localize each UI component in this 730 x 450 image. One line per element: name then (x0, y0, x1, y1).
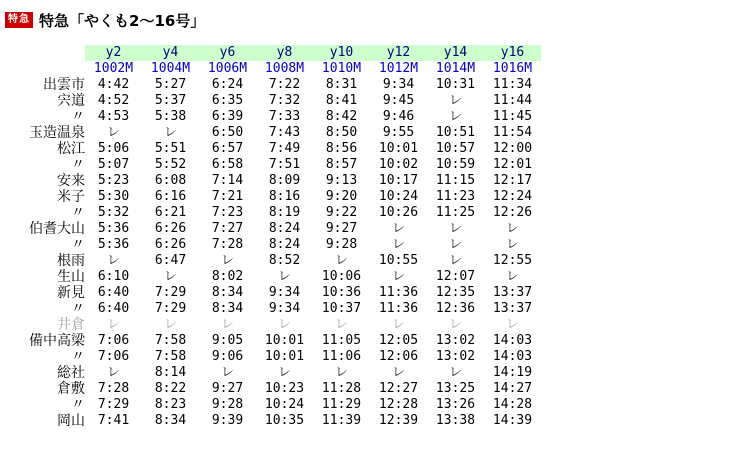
station-row (0, 125, 541, 141)
time-cell: 11:44 (492, 93, 533, 108)
time-cell: 11:23 (435, 189, 476, 204)
time-cell: 12:05 (378, 333, 419, 348)
time-cell: 7:51 (268, 157, 301, 172)
station-row (0, 237, 541, 253)
pass-mark-cell: レ (163, 269, 177, 284)
time-cell: 11:28 (321, 381, 362, 396)
time-cell: 7:43 (268, 125, 301, 140)
column-label-y2: y2 (85, 45, 142, 61)
pass-mark-cell: レ (220, 365, 234, 380)
time-cell: 10:24 (264, 397, 305, 412)
train-number-row (0, 61, 541, 77)
station-row (0, 93, 541, 109)
time-cell: 11:29 (321, 397, 362, 412)
time-cell: 10:17 (378, 173, 419, 188)
pass-mark-cell: レ (448, 317, 462, 332)
time-cell: 5:38 (154, 109, 187, 124)
time-cell: 9:34 (268, 301, 301, 316)
station-row (0, 205, 541, 221)
time-cell: 6:21 (154, 205, 187, 220)
pass-mark-cell: レ (163, 125, 177, 140)
pass-mark-cell: レ (391, 269, 405, 284)
time-cell: 7:23 (211, 205, 244, 220)
station-row (0, 285, 541, 301)
pass-mark-cell: レ (391, 365, 405, 380)
time-cell: 14:28 (492, 397, 533, 412)
time-cell: 11:15 (435, 173, 476, 188)
time-cell: 8:24 (268, 237, 301, 252)
station-row (0, 221, 541, 237)
time-cell: 10:26 (378, 205, 419, 220)
station-name: 〃 (71, 205, 85, 221)
column-label-y10: y10 (313, 45, 370, 61)
pass-mark-cell: レ (448, 253, 462, 268)
pass-mark-cell: レ (448, 109, 462, 124)
station-row (0, 381, 541, 397)
train-number-link-1012M[interactable]: 1012M (378, 61, 419, 76)
time-cell: 11:45 (492, 109, 533, 124)
train-number-cell (85, 61, 142, 77)
time-cell: 14:03 (492, 349, 533, 364)
pass-mark-cell: レ (334, 317, 348, 332)
time-cell: 13:02 (435, 333, 476, 348)
time-cell: 12:26 (492, 205, 533, 220)
station-row (0, 413, 541, 429)
train-number-link-1016M[interactable]: 1016M (492, 61, 533, 76)
time-cell: 13:38 (435, 413, 476, 428)
time-cell: 10:24 (378, 189, 419, 204)
train-number-cell (313, 61, 370, 77)
time-cell: 8:56 (325, 141, 358, 156)
time-cell: 6:26 (154, 237, 187, 252)
pass-mark-cell: レ (277, 365, 291, 380)
time-cell: 5:37 (154, 93, 187, 108)
time-cell: 11:36 (378, 301, 419, 316)
time-cell: 11:54 (492, 125, 533, 140)
train-number-cell (142, 61, 199, 77)
time-cell: 8:52 (268, 253, 301, 268)
time-cell: 9:34 (382, 77, 415, 92)
train-number-link-1006M[interactable]: 1006M (207, 61, 248, 76)
time-cell: 7:14 (211, 173, 244, 188)
pass-mark-cell: レ (505, 237, 519, 252)
time-cell: 6:40 (97, 301, 130, 316)
time-cell: 9:27 (325, 221, 358, 236)
time-cell: 12:39 (378, 413, 419, 428)
time-cell: 10:01 (264, 333, 305, 348)
station-name: 出雲市 (43, 77, 85, 93)
time-cell: 11:34 (492, 77, 533, 92)
station-row (0, 141, 541, 157)
time-cell: 8:14 (154, 365, 187, 380)
train-number-cell (427, 61, 484, 77)
train-number-link-1014M[interactable]: 1014M (435, 61, 476, 76)
column-label-y14: y14 (427, 45, 484, 61)
time-cell: 12:55 (492, 253, 533, 268)
time-cell: 6:08 (154, 173, 187, 188)
pass-mark-cell: レ (391, 317, 405, 332)
station-row (0, 173, 541, 189)
time-cell: 9:55 (382, 125, 415, 140)
time-cell: 8:09 (268, 173, 301, 188)
time-cell: 12:35 (435, 285, 476, 300)
time-cell: 14:39 (492, 413, 533, 428)
time-cell: 10:01 (378, 141, 419, 156)
train-number-cell (256, 61, 313, 77)
time-cell: 6:50 (211, 125, 244, 140)
station-name: 〃 (71, 157, 85, 173)
time-cell: 7:28 (97, 381, 130, 396)
pass-mark-cell: レ (334, 253, 348, 268)
page-header (0, 0, 730, 31)
time-cell: 8:50 (325, 125, 358, 140)
time-cell: 4:53 (97, 109, 130, 124)
time-cell: 7:49 (268, 141, 301, 156)
time-cell: 12:36 (435, 301, 476, 316)
time-cell: 14:19 (492, 365, 533, 380)
page-title: 特急「やくも2〜16号」 (39, 11, 206, 30)
time-cell: 7:29 (97, 397, 130, 412)
time-cell: 12:06 (378, 349, 419, 364)
express-badge: 特急 (5, 12, 33, 28)
time-cell: 7:28 (211, 237, 244, 252)
station-name: 〃 (71, 301, 85, 317)
pass-mark-cell: レ (106, 365, 120, 380)
station-name: 宍道 (57, 93, 85, 109)
pass-mark-cell: レ (391, 237, 405, 252)
station-row (0, 349, 541, 365)
time-cell: 7:41 (97, 413, 130, 428)
time-cell: 7:06 (97, 349, 130, 364)
time-cell: 6:10 (97, 269, 130, 284)
station-row (0, 109, 541, 125)
column-label-y16: y16 (484, 45, 541, 61)
time-cell: 13:26 (435, 397, 476, 412)
time-cell: 5:06 (97, 141, 130, 156)
time-cell: 8:34 (211, 301, 244, 316)
train-number-link-1004M[interactable]: 1004M (150, 61, 191, 76)
station-name: 井倉 (57, 317, 85, 333)
station-name: 〃 (71, 109, 85, 125)
time-cell: 5:07 (97, 157, 130, 172)
time-cell: 10:37 (321, 301, 362, 316)
station-row (0, 269, 541, 285)
column-label-row (0, 45, 541, 61)
time-cell: 5:23 (97, 173, 130, 188)
time-cell: 10:55 (378, 253, 419, 268)
column-label-y8: y8 (256, 45, 313, 61)
pass-mark-cell: レ (448, 365, 462, 380)
time-cell: 10:06 (321, 269, 362, 284)
time-cell: 12:24 (492, 189, 533, 204)
time-cell: 6:35 (211, 93, 244, 108)
pass-mark-cell: レ (448, 221, 462, 236)
time-cell: 6:40 (97, 285, 130, 300)
time-cell: 6:24 (211, 77, 244, 92)
train-number-cell (199, 61, 256, 77)
train-number-cell (484, 61, 541, 77)
time-cell: 9:28 (325, 237, 358, 252)
pass-mark-cell: レ (220, 253, 234, 268)
pass-mark-cell: レ (505, 317, 519, 332)
time-cell: 12:27 (378, 381, 419, 396)
time-cell: 8:34 (154, 413, 187, 428)
time-cell: 10:02 (378, 157, 419, 172)
station-row (0, 397, 541, 413)
time-cell: 7:29 (154, 285, 187, 300)
time-cell: 11:06 (321, 349, 362, 364)
pass-mark-cell: レ (106, 253, 120, 268)
time-cell: 9:46 (382, 109, 415, 124)
train-number-link-1008M[interactable]: 1008M (264, 61, 305, 76)
time-cell: 6:58 (211, 157, 244, 172)
time-cell: 9:27 (211, 381, 244, 396)
station-row (0, 189, 541, 205)
time-cell: 6:39 (211, 109, 244, 124)
station-name: 生山 (57, 269, 85, 285)
time-cell: 10:01 (264, 349, 305, 364)
train-number-link-1002M[interactable]: 1002M (93, 61, 134, 76)
station-row (0, 157, 541, 173)
time-cell: 4:52 (97, 93, 130, 108)
time-cell: 9:22 (325, 205, 358, 220)
time-cell: 5:27 (154, 77, 187, 92)
time-cell: 8:34 (211, 285, 244, 300)
time-cell: 7:29 (154, 301, 187, 316)
corner-cell (0, 61, 85, 77)
time-cell: 13:37 (492, 301, 533, 316)
pass-mark-cell: レ (220, 317, 234, 332)
time-cell: 10:59 (435, 157, 476, 172)
time-cell: 11:05 (321, 333, 362, 348)
time-cell: 6:26 (154, 221, 187, 236)
time-cell: 7:32 (268, 93, 301, 108)
time-cell: 13:02 (435, 349, 476, 364)
station-row (0, 77, 541, 93)
station-name: 根雨 (57, 253, 85, 269)
time-cell: 8:41 (325, 93, 358, 108)
timetable (0, 45, 541, 429)
station-name: 〃 (71, 237, 85, 253)
time-cell: 13:25 (435, 381, 476, 396)
station-name: 岡山 (57, 413, 85, 429)
time-cell: 9:28 (211, 397, 244, 412)
timetable-head (0, 45, 541, 77)
column-label-y12: y12 (370, 45, 427, 61)
time-cell: 11:25 (435, 205, 476, 220)
time-cell: 6:57 (211, 141, 244, 156)
time-cell: 12:17 (492, 173, 533, 188)
column-label-y4: y4 (142, 45, 199, 61)
time-cell: 7:27 (211, 221, 244, 236)
time-cell: 5:30 (97, 189, 130, 204)
column-label-y6: y6 (199, 45, 256, 61)
train-number-cell (370, 61, 427, 77)
time-cell: 8:24 (268, 221, 301, 236)
station-name: 米子 (57, 189, 85, 205)
time-cell: 7:58 (154, 349, 187, 364)
time-cell: 12:07 (435, 269, 476, 284)
pass-mark-cell: レ (163, 317, 177, 332)
station-name: 備中高梁 (29, 333, 85, 349)
pass-mark-cell: レ (448, 237, 462, 252)
time-cell: 9:05 (211, 333, 244, 348)
time-cell: 10:57 (435, 141, 476, 156)
pass-mark-cell: レ (448, 93, 462, 108)
time-cell: 11:36 (378, 285, 419, 300)
station-row (0, 253, 541, 269)
station-row (0, 365, 541, 381)
pass-mark-cell: レ (277, 317, 291, 332)
time-cell: 5:36 (97, 237, 130, 252)
time-cell: 5:36 (97, 221, 130, 236)
station-name: 玉造温泉 (29, 125, 85, 141)
corner-cell (0, 45, 85, 61)
time-cell: 8:57 (325, 157, 358, 172)
time-cell: 6:47 (154, 253, 187, 268)
station-row (0, 301, 541, 317)
pass-mark-cell: レ (106, 125, 120, 140)
pass-mark-cell: レ (505, 269, 519, 284)
pass-mark-cell: レ (277, 269, 291, 284)
time-cell: 7:06 (97, 333, 130, 348)
station-name: 松江 (57, 141, 85, 157)
time-cell: 11:39 (321, 413, 362, 428)
time-cell: 8:31 (325, 77, 358, 92)
time-cell: 10:35 (264, 413, 305, 428)
station-row (0, 333, 541, 349)
time-cell: 4:42 (97, 77, 130, 92)
time-cell: 5:32 (97, 205, 130, 220)
timetable-body (0, 77, 541, 429)
pass-mark-cell: レ (505, 221, 519, 236)
time-cell: 8:02 (211, 269, 244, 284)
time-cell: 6:16 (154, 189, 187, 204)
train-number-link-1010M[interactable]: 1010M (321, 61, 362, 76)
time-cell: 8:19 (268, 205, 301, 220)
time-cell: 5:51 (154, 141, 187, 156)
time-cell: 5:52 (154, 157, 187, 172)
station-name: 新見 (57, 285, 85, 301)
time-cell: 9:13 (325, 173, 358, 188)
time-cell: 12:01 (492, 157, 533, 172)
time-cell: 9:45 (382, 93, 415, 108)
time-cell: 13:37 (492, 285, 533, 300)
station-row (0, 317, 541, 333)
time-cell: 12:00 (492, 141, 533, 156)
pass-mark-cell: レ (334, 365, 348, 380)
pass-mark-cell: レ (391, 221, 405, 236)
time-cell: 9:34 (268, 285, 301, 300)
time-cell: 7:21 (211, 189, 244, 204)
time-cell: 9:06 (211, 349, 244, 364)
time-cell: 14:27 (492, 381, 533, 396)
time-cell: 10:31 (435, 77, 476, 92)
time-cell: 9:20 (325, 189, 358, 204)
time-cell: 8:23 (154, 397, 187, 412)
time-cell: 8:22 (154, 381, 187, 396)
time-cell: 7:58 (154, 333, 187, 348)
station-name: 〃 (71, 397, 85, 413)
station-name: 〃 (71, 349, 85, 365)
time-cell: 7:22 (268, 77, 301, 92)
station-name: 安来 (57, 173, 85, 189)
time-cell: 12:28 (378, 397, 419, 412)
station-name: 倉敷 (57, 381, 85, 397)
station-name: 総社 (57, 365, 85, 381)
station-name: 伯耆大山 (29, 221, 85, 237)
time-cell: 10:36 (321, 285, 362, 300)
time-cell: 10:23 (264, 381, 305, 396)
time-cell: 7:33 (268, 109, 301, 124)
time-cell: 8:16 (268, 189, 301, 204)
pass-mark-cell: レ (106, 317, 120, 332)
time-cell: 9:39 (211, 413, 244, 428)
time-cell: 14:03 (492, 333, 533, 348)
time-cell: 10:51 (435, 125, 476, 140)
time-cell: 8:42 (325, 109, 358, 124)
